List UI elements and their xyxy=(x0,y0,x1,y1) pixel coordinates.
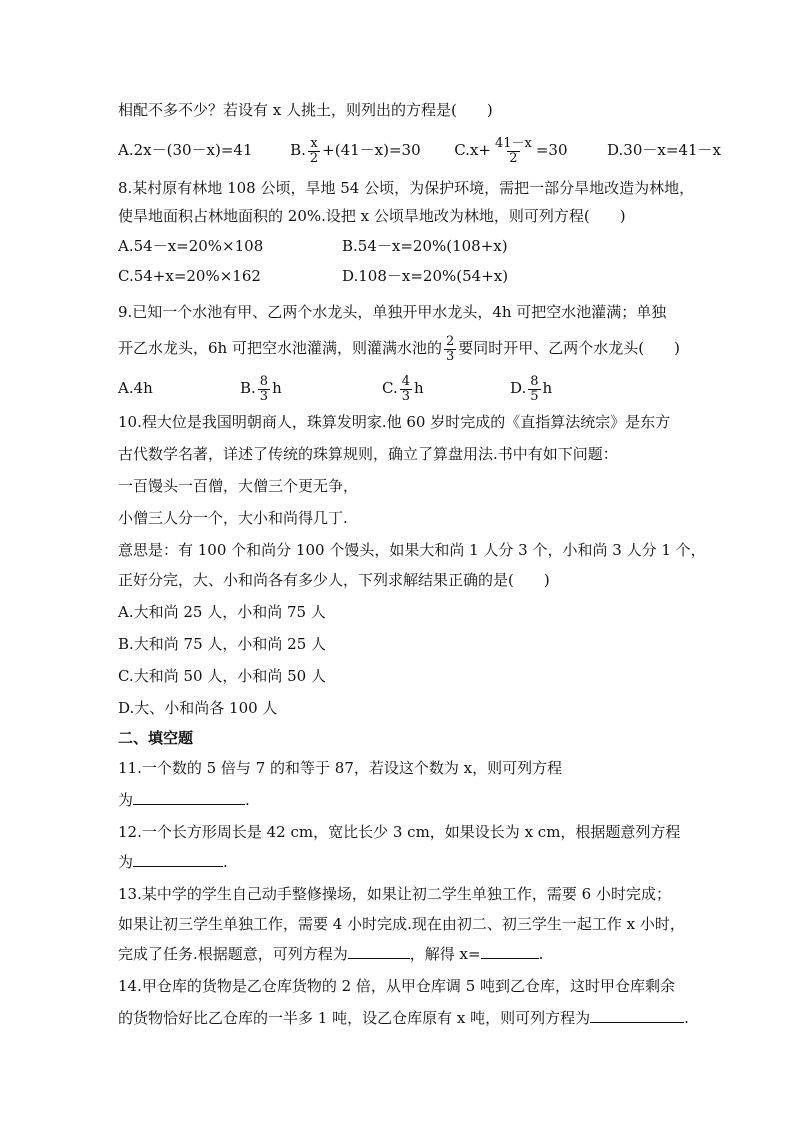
answer-blank[interactable] xyxy=(133,790,245,805)
q11-line1: 11.一个数的 5 倍与 7 的和等于 87，若设这个数为 x，则可列方程 xyxy=(118,759,563,777)
q10-line1: 10.程大位是我国明朝商人，珠算发明家.他 60 岁时完成的《直指算法统宗》是东方 xyxy=(118,413,671,431)
q12-line1: 12.一个长方形周长是 42 cm，宽比长少 3 cm，如果设长为 x cm，根据题意列方程 xyxy=(118,823,681,841)
q9-option-a: A.4h xyxy=(118,379,153,397)
q9-line1: 9.已知一个水池有甲、乙两个水龙头，单独开甲水龙头，4h 可把空水池灌满；单独 xyxy=(118,303,667,321)
q7-option-d: D.30－x=41－x xyxy=(607,141,721,159)
q13-line3: 完成了任务.根据题意，可列方程为 ，解得 x= . xyxy=(118,945,544,963)
q13-line2: 如果让初三学生单独工作，需要 4 小时完成.现在由初二、初三学生一起工作 x 小时， xyxy=(118,915,685,933)
q10-line4: 正好分完，大、小和尚各有多少人，下列求解结果正确的是( ) xyxy=(118,571,550,589)
q8-line1: 8.某村原有林地 108 公顷，旱地 54 公顷，为保护环境，需把一部分旱地改造为林地， xyxy=(118,179,695,197)
q10-option-a: A.大和尚 25 人，小和尚 75 人 xyxy=(118,603,326,621)
q10-poem1: 一百馒头一百僧，大僧三个更无争， xyxy=(118,477,359,495)
q7-option-a: A.2x－(30－x)=41 xyxy=(118,141,253,159)
answer-blank[interactable] xyxy=(590,1008,684,1023)
fraction: $\frac{x}{2}$ xyxy=(309,135,319,166)
q10-line3: 意思是：有 100 个和尚分 100 个馒头，如果大和尚 1 人分 3 个，小和尚 3 人分 1 个， xyxy=(118,541,706,559)
q9-line2: 开乙水龙头，6h 可把空水池灌满，则灌满水池的 $\frac{2}{3}$ 要同时开甲、乙两个水龙头( ) xyxy=(118,333,680,364)
fraction: $\frac{8}{5}$ xyxy=(530,373,539,404)
answer-blank[interactable] xyxy=(348,944,410,959)
q8-option-a: A.54－x=20%×108 xyxy=(118,237,264,255)
q7-options xyxy=(118,132,721,168)
section-title-fill-in: 二、填空题 xyxy=(118,729,194,747)
fraction: $\frac{2}{3}$ xyxy=(445,333,455,364)
q10-line2: 古代数学名著，详述了传统的珠算规则，确立了算盘用法.书中有如下问题： xyxy=(118,445,618,463)
q11-line2: 为 . xyxy=(118,791,250,809)
q14-line1: 14.甲仓库的货物是乙仓库货物的 2 倍，从甲仓库调 5 吨到乙仓库，这时甲仓库剩余 xyxy=(118,977,676,995)
answer-blank[interactable] xyxy=(133,852,223,867)
q10-option-b: B.大和尚 75 人，小和尚 25 人 xyxy=(118,635,327,653)
q8-option-b: B.54－x=20%(108+x) xyxy=(342,237,508,255)
q12-line2: 为 . xyxy=(118,853,228,871)
q10-option-d: D.大、小和尚各 100 人 xyxy=(118,699,278,717)
fraction: $\frac{4}{3}$ xyxy=(401,373,410,404)
q9-option-b: B. $\frac{8}{3}$ h xyxy=(240,373,282,404)
q14-line2: 的货物恰好比乙仓库的一半多 1 吨，设乙仓库原有 x 吨，则可列方程为 . xyxy=(118,1009,689,1027)
fraction: $\frac{8}{3}$ xyxy=(259,373,269,404)
q10-option-c: C.大和尚 50 人，小和尚 50 人 xyxy=(118,667,326,685)
q7-option-c: C.x+ $\frac{41-x}{2}$ =30 xyxy=(454,135,568,166)
q8-option-d: D.108－x=20%(54+x) xyxy=(342,267,509,285)
q13-line1: 13.某中学的学生自己动手整修操场，如果让初二学生单独工作，需要 6 小时完成； xyxy=(118,885,671,903)
q7-option-b: B. $\frac{x}{2}$ +(41－x)=30 xyxy=(290,135,421,166)
fraction: $\frac{41-x}{2}$ xyxy=(494,135,532,166)
q9-option-c: C. $\frac{4}{3}$ h xyxy=(382,373,424,404)
q8-line2: 使旱地面积占林地面积的 20%.设把 x 公顷旱地改为林地，则可列方程( ) xyxy=(118,207,626,225)
q10-poem2: 小僧三人分一个，大小和尚得几丁. xyxy=(118,509,348,527)
answer-blank[interactable] xyxy=(481,944,539,959)
q8-option-c: C.54+x=20%×162 xyxy=(118,267,261,285)
q9-option-d: D. $\frac{8}{5}$ h xyxy=(510,373,553,404)
q7-tail: 相配不多不少？若设有 x 人挑土，则列出的方程是( ) xyxy=(118,101,493,119)
